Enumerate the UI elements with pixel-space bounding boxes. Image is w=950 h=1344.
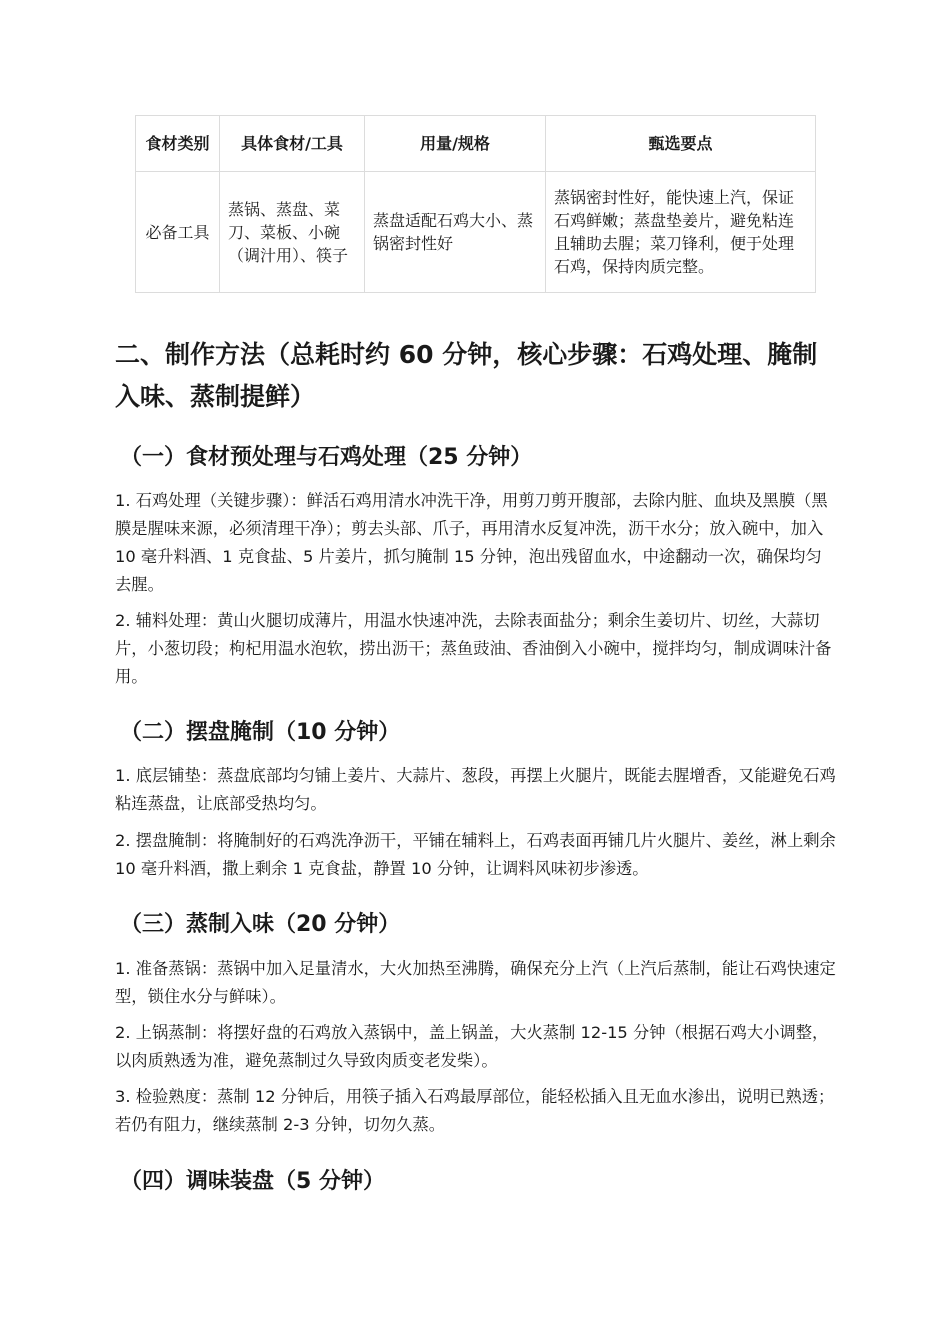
table-header-cell: 甄选要点 <box>546 116 816 172</box>
section-heading-method: 二、制作方法（总耗时约 60 分钟，核心步骤：石鸡处理、腌制入味、蒸制提鲜） <box>115 340 818 411</box>
subsection-heading-steaming: （三）蒸制入味（20 分钟） <box>120 912 401 937</box>
step-paragraph: 2. 上锅蒸制：将摆好盘的石鸡放入蒸锅中，盖上锅盖，大火蒸制 12-15 分钟（根据石鸡大小调整，以肉质熟透为准，避免蒸制过久导致肉质变老发柴）。 <box>115 1023 829 1070</box>
subsection-heading-seasoning: （四）调味装盘（5 分钟） <box>120 1169 385 1194</box>
table-cell-spec: 蒸盘适配石鸡大小、蒸锅密封性好 <box>365 172 546 293</box>
subsection-heading-plating: （二）摆盘腌制（10 分钟） <box>120 720 401 745</box>
table-cell-items: 蒸锅、蒸盘、菜刀、菜板、小碗（调汁用）、筷子 <box>220 172 365 293</box>
step-paragraph: 2. 辅料处理：黄山火腿切成薄片，用温水快速冲洗，去除表面盐分；剩余生姜切片、切丝，大蒜切片，小葱切段；枸杞用温水泡软，捞出沥干；蒸鱼豉油、香油倒入小碗中，搅拌均匀，制成调味汁备用。 <box>115 611 832 686</box>
subsection-heading-prep: （一）食材预处理与石鸡处理（25 分钟） <box>120 445 533 470</box>
table-cell-tips: 蒸锅密封性好，能快速上汽，保证石鸡鲜嫩；蒸盘垫姜片，避免粘连且辅助去腥；菜刀锋利，便于处理石鸡，保持肉质完整。 <box>546 172 816 293</box>
table-row <box>136 172 816 293</box>
step-paragraph: 1. 底层铺垫：蒸盘底部均匀铺上姜片、大蒜片、葱段，再摆上火腿片，既能去腥增香，又能避免石鸡粘连蒸盘，让底部受热均匀。 <box>115 766 836 813</box>
step-paragraph: 1. 准备蒸锅：蒸锅中加入足量清水，大火加热至沸腾，确保充分上汽（上汽后蒸制，能让石鸡快速定型，锁住水分与鲜味）。 <box>115 959 836 1006</box>
table-header-cell: 食材类别 <box>136 116 220 172</box>
table-header-cell: 用量/规格 <box>365 116 546 172</box>
table-header-row <box>136 116 816 172</box>
table-cell-category: 必备工具 <box>136 172 220 293</box>
ingredients-table <box>135 115 816 293</box>
table-header-cell: 具体食材/工具 <box>220 116 365 172</box>
step-paragraph: 1. 石鸡处理（关键步骤）：鲜活石鸡用清水冲洗干净，用剪刀剪开腹部，去除内脏、血块及黑膜（黑膜是腥味来源，必须清理干净）；剪去头部、爪子，再用清水反复冲洗，沥干水分；放入碗中，加入 10 毫升料酒、1 克食盐、5 片姜片，抓匀腌制 15 分钟，泡出残留血水，中途翻动一次，确保均匀去腥。 <box>115 491 828 594</box>
step-paragraph: 2. 摆盘腌制：将腌制好的石鸡洗净沥干，平铺在辅料上，石鸡表面再铺几片火腿片、姜丝，淋上剩余 10 毫升料酒，撒上剩余 1 克食盐，静置 10 分钟，让调料风味初步渗透。 <box>115 831 836 878</box>
step-paragraph: 3. 检验熟度：蒸制 12 分钟后，用筷子插入石鸡最厚部位，能轻松插入且无血水渗出，说明已熟透；若仍有阻力，继续蒸制 2-3 分钟，切勿久蒸。 <box>115 1087 835 1134</box>
